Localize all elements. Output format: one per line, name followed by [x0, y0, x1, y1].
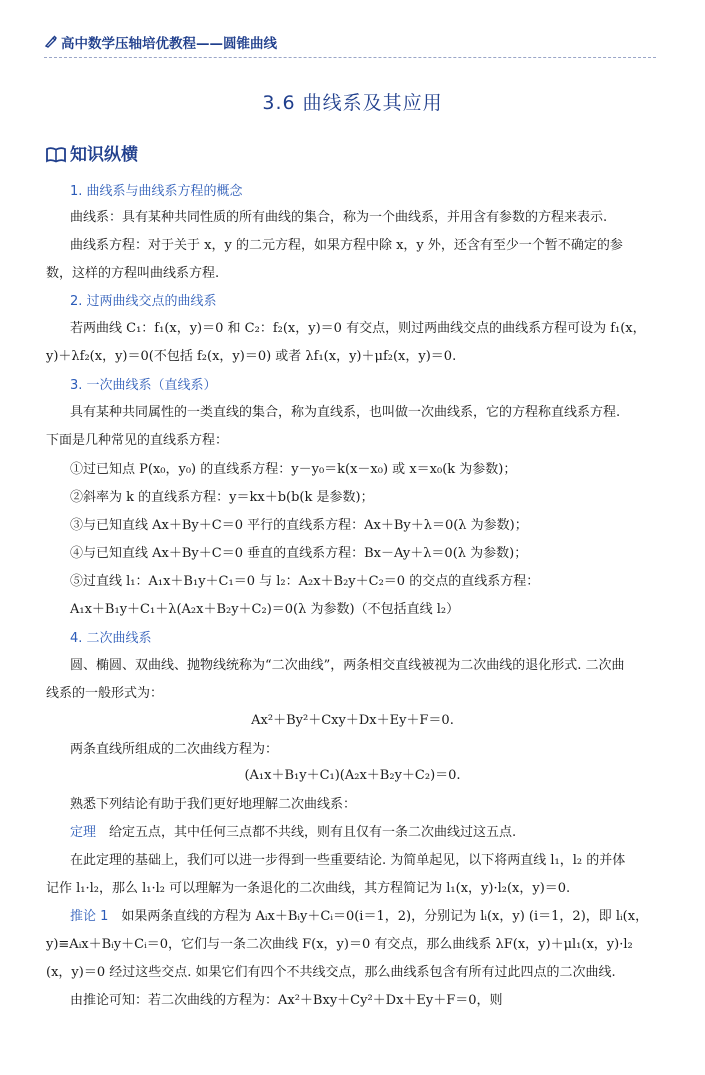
paragraph-line: 曲线系：具有某种共同性质的所有曲线的集合，称为一个曲线系，并用含有参数的方程来表示. — [70, 210, 608, 225]
paragraph-line: 记作 l₁·l₂，那么 l₁·l₂ 可以理解为一条退化的二次曲线，其方程简记为 l₁(x，y)·l₂(x，y)＝0. — [46, 881, 571, 896]
paragraph-line: 若两曲线 C₁：f₁(x，y)＝0 和 C₂：f₂(x，y)＝0 有交点，则过两曲线交点的曲线系方程可设为 f₁(x， — [70, 321, 646, 336]
paragraph-line: 由推论可知：若二次曲线的方程为：Ax²＋Bxy＋Cy²＋Dx＋Ey＋F＝0，则 — [70, 993, 503, 1008]
paragraph-line: 曲线系方程：对于关于 x，y 的二元方程，如果方程中除 x，y 外，还含有至少一个暂不确定的参 — [70, 238, 623, 253]
paragraph-line: 数，这样的方程叫曲线系方程. — [46, 266, 220, 281]
paragraph-line: 熟悉下列结论有助于我们更好地理解二次曲线系： — [70, 797, 357, 812]
subheading-3: 3. 一次曲线系（直线系） — [70, 378, 217, 393]
paragraph-line: 在此定理的基础上，我们可以进一步得到一些重要结论. 为简单起见，以下将两直线 l₁，l₂ 的并体 — [70, 853, 626, 868]
paragraph-line: 线系的一般形式为： — [46, 686, 164, 701]
theorem — [70, 824, 516, 842]
paragraph-line: 下面是几种常见的直线系方程： — [46, 433, 229, 448]
pen-icon — [44, 35, 58, 52]
running-header — [44, 32, 654, 54]
paragraph-line: (x，y)＝0 经过这些交点. 如果它们有四个不共线交点，那么曲线系包含有所有过此四点的二次曲线. — [46, 965, 616, 980]
list-item: ⑤过直线 l₁：A₁x＋B₁y＋C₁＝0 与 l₂：A₂x＋B₂y＋C₂＝0 的交点的直线系方程： — [70, 574, 540, 589]
list-item: A₁x＋B₁y＋C₁＋λ(A₂x＋B₂y＋C₂)＝0(λ 为参数)（不包括直线 l₂） — [70, 602, 460, 617]
corollary-label: 推论 1 — [70, 909, 109, 924]
paragraph-line: 圆、椭圆、双曲线、抛物线统称为“二次曲线”，两条相交直线被视为二次曲线的退化形式. 二次曲 — [70, 658, 625, 673]
paragraph-line: 具有某种共同属性的一类直线的集合，称为直线系，也叫做一次曲线系，它的方程称直线系方程. — [70, 405, 621, 420]
header-text: 高中数学压轴培优教程——圆锥曲线 — [61, 36, 277, 52]
page-title: 3.6 曲线系及其应用 — [262, 92, 443, 114]
equation: Ax²＋By²＋Cxy＋Dx＋Ey＋F＝0. — [251, 713, 454, 728]
list-item: ④与已知直线 Ax＋By＋C＝0 垂直的直线系方程：Bx－Ay＋λ＝0(λ 为参数)； — [70, 546, 528, 561]
header-divider — [44, 57, 656, 58]
paragraph-line: y)＋λf₂(x，y)＝0(不包括 f₂(x，y)＝0) 或者 λf₁(x，y)＋μf₂(x，y)＝0. — [46, 349, 457, 364]
list-item: ②斜率为 k 的直线系方程：y＝kx＋b(b(k 是参数)； — [70, 490, 374, 505]
theorem-text: 给定五点，其中任何三点都不共线，则有且仅有一条二次曲线过这五点. — [96, 825, 517, 840]
list-item: ①过已知点 P(x₀，y₀) 的直线系方程：y－y₀＝k(x－x₀) 或 x＝x₀(k 为参数)； — [70, 462, 517, 477]
subheading-4: 4. 二次曲线系 — [70, 631, 152, 646]
subheading-1: 1. 曲线系与曲线系方程的概念 — [70, 184, 243, 199]
list-item: ③与已知直线 Ax＋By＋C＝0 平行的直线系方程：Ax＋By＋λ＝0(λ 为参数)； — [70, 518, 528, 533]
equation: (A₁x＋B₁y＋C₁)(A₂x＋B₂y＋C₂)＝0. — [244, 768, 461, 783]
paragraph-line: y)≡Aᵢx＋Bᵢy＋Cᵢ＝0，它们与一条二次曲线 F(x，y)＝0 有交点，那么曲线系 λF(x，y)＋μl₁(x，y)·l₂ — [46, 937, 633, 952]
subheading-2: 2. 过两曲线交点的曲线系 — [70, 294, 217, 309]
theorem-label: 定理 — [70, 825, 97, 840]
paragraph-line: 两条直线所组成的二次曲线方程为： — [70, 742, 279, 757]
corollary — [70, 908, 648, 926]
section-label: 知识纵横 — [70, 145, 138, 165]
corollary-text: 如果两条直线的方程为 Aᵢx＋Bᵢy＋Cᵢ＝0(i＝1，2)，分别记为 lᵢ(x，y) (i＝1，2)，即 lᵢ(x， — [108, 909, 649, 924]
section-heading — [46, 140, 138, 165]
book-icon — [46, 147, 66, 163]
